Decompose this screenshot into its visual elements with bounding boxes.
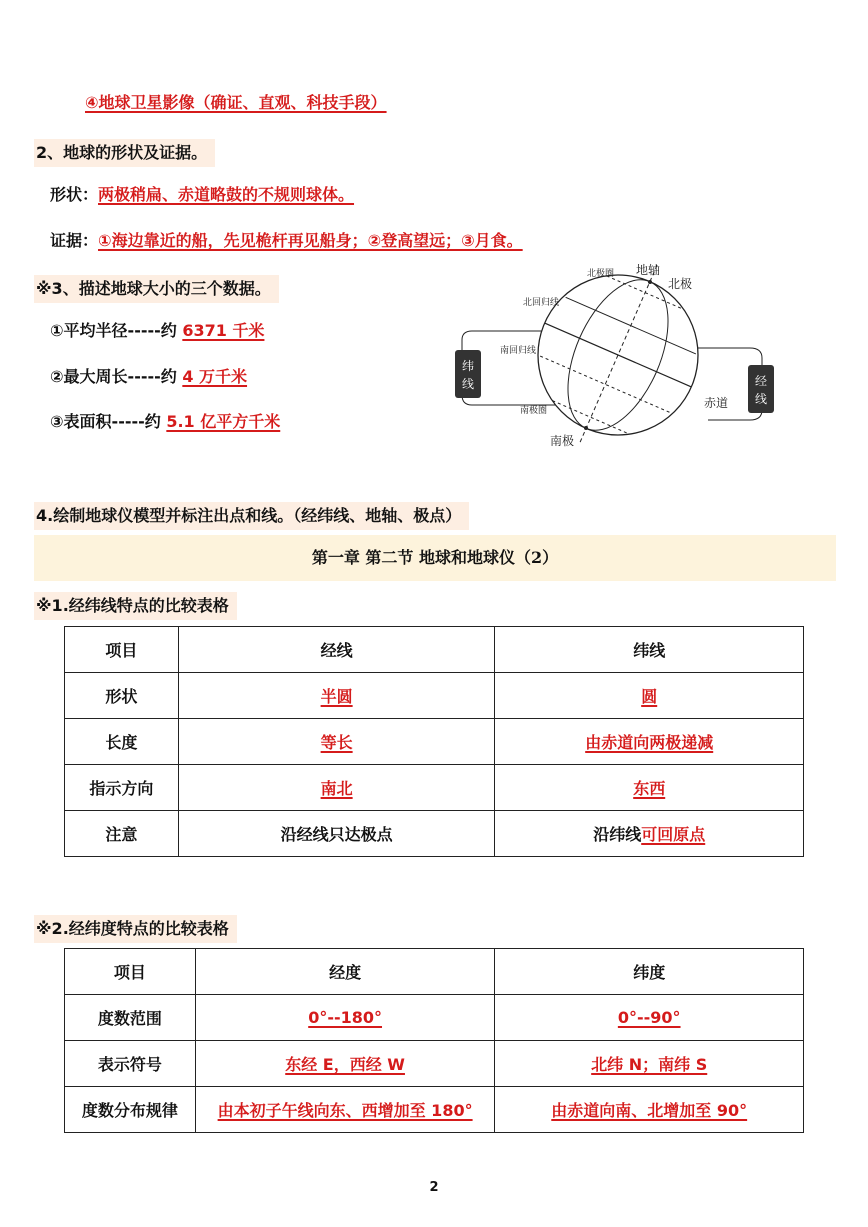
plain-text: 沿纬线	[593, 825, 642, 844]
answer: 东经 E，西经 W	[285, 1055, 405, 1074]
left-band-top	[462, 331, 550, 340]
row-value-b	[495, 811, 804, 857]
row-item: 表示符号	[65, 1041, 196, 1087]
answer: 等长	[320, 733, 353, 752]
header-cell: 项目	[65, 949, 196, 995]
row-value-a	[195, 1041, 495, 1087]
table-row	[65, 673, 804, 719]
row-value-a	[178, 719, 495, 765]
evidence-answer: ①海边靠近的船，先见桅杆再见船身；②登高望远；③月食。	[98, 231, 523, 250]
table2-heading: ※2.经纬度特点的比较表格	[34, 915, 237, 943]
size-label: ③表面积-----约	[50, 412, 167, 431]
row-value-b	[495, 673, 804, 719]
table-row	[65, 1041, 804, 1087]
answer: 可回原点	[641, 825, 706, 844]
answer: 东西	[633, 779, 666, 798]
header-cell: 经度	[195, 949, 495, 995]
label-axis: 地轴	[636, 263, 661, 277]
south-pole-dot	[584, 426, 588, 430]
row-value-b	[495, 995, 804, 1041]
size-item-radius	[50, 320, 264, 342]
table1-heading: ※1.经纬线特点的比较表格	[34, 592, 237, 620]
label-south-pole-circle: 南极圈	[520, 406, 548, 416]
label-north-pole: 北极	[668, 277, 693, 291]
answer: 南北	[320, 779, 353, 798]
size-item-area	[50, 411, 280, 433]
latitude-badge-text-2: 线	[461, 377, 475, 391]
size-label: ②最大周长-----约	[50, 367, 183, 386]
satellite-image-item: ④地球卫星影像（确证、直观、科技手段）	[85, 93, 387, 112]
answer: 半圆	[320, 687, 353, 706]
page-number: 2	[429, 1180, 439, 1195]
header-cell: 纬线	[495, 627, 804, 673]
row-value-a	[178, 765, 495, 811]
section4-heading: 4.绘制地球仪模型并标注出点和线。（经纬线、地轴、极点）	[34, 502, 469, 530]
size-value: 4 万千米	[182, 367, 248, 386]
row-value-a	[195, 995, 495, 1041]
row-value-b	[495, 1087, 804, 1133]
label-north-pole-circle: 北极圈	[587, 269, 615, 279]
table-header-row	[65, 949, 804, 995]
shape-row	[50, 184, 354, 206]
row-value-a	[178, 673, 495, 719]
answer: 由本初子午线向东、西增加至 180°	[217, 1101, 473, 1120]
row-item: 形状	[65, 673, 179, 719]
table-header-row	[65, 627, 804, 673]
row-item: 度数分布规律	[65, 1087, 196, 1133]
row-item: 指示方向	[65, 765, 179, 811]
table-row	[65, 1087, 804, 1133]
row-value-a	[195, 1087, 495, 1133]
size-item-circumference	[50, 366, 247, 388]
longitude-latitude-table	[64, 948, 804, 1133]
table-row	[65, 995, 804, 1041]
shape-answer: 两极稍扁、赤道略鼓的不规则球体。	[98, 185, 355, 204]
table-row	[65, 811, 804, 857]
header-cell: 经线	[178, 627, 495, 673]
answer: 圆	[641, 687, 658, 706]
row-item: 度数范围	[65, 995, 196, 1041]
row-value-a: 沿经线只达极点	[178, 811, 495, 857]
answer: 由赤道向南、北增加至 90°	[551, 1101, 748, 1120]
header-cell: 项目	[65, 627, 179, 673]
label-equator: 赤道	[704, 396, 729, 410]
row-value-b	[495, 765, 804, 811]
meridian-parallel-table	[64, 626, 804, 857]
evidence-label: 证据：	[50, 231, 99, 250]
answer: 由赤道向两极递减	[585, 733, 714, 752]
table-row	[65, 719, 804, 765]
north-pole-dot	[648, 280, 652, 284]
row-item: 注意	[65, 811, 179, 857]
label-south-pole: 南极	[550, 434, 575, 448]
longitude-badge-text-2: 线	[754, 392, 768, 406]
row-item: 长度	[65, 719, 179, 765]
row-value-b	[495, 719, 804, 765]
label-tropic-cancer: 北回归线	[523, 298, 560, 308]
size-label: ①平均半径-----约	[50, 321, 183, 340]
size-value: 5.1 亿平方千米	[166, 412, 281, 431]
size-value: 6371 千米	[182, 321, 265, 340]
evidence-row	[50, 230, 523, 252]
longitude-badge-text-1: 经	[754, 374, 768, 388]
answer: 北纬 N；南纬 S	[591, 1055, 708, 1074]
chapter-banner: 第一章 第二节 地球和地球仪（2）	[34, 535, 836, 581]
section3-heading: ※3、描述地球大小的三个数据。	[34, 275, 279, 303]
latitude-badge-text-1: 纬	[461, 359, 475, 373]
answer: 0°--180°	[308, 1008, 383, 1027]
shape-label: 形状：	[50, 185, 99, 204]
section2-heading: 2、地球的形状及证据。	[34, 139, 215, 167]
globe-diagram	[450, 255, 790, 455]
table-row	[65, 765, 804, 811]
row-value-b	[495, 1041, 804, 1087]
answer: 0°--90°	[617, 1008, 681, 1027]
header-cell: 纬度	[495, 949, 804, 995]
label-tropic-capricorn: 南回归线	[500, 346, 537, 356]
